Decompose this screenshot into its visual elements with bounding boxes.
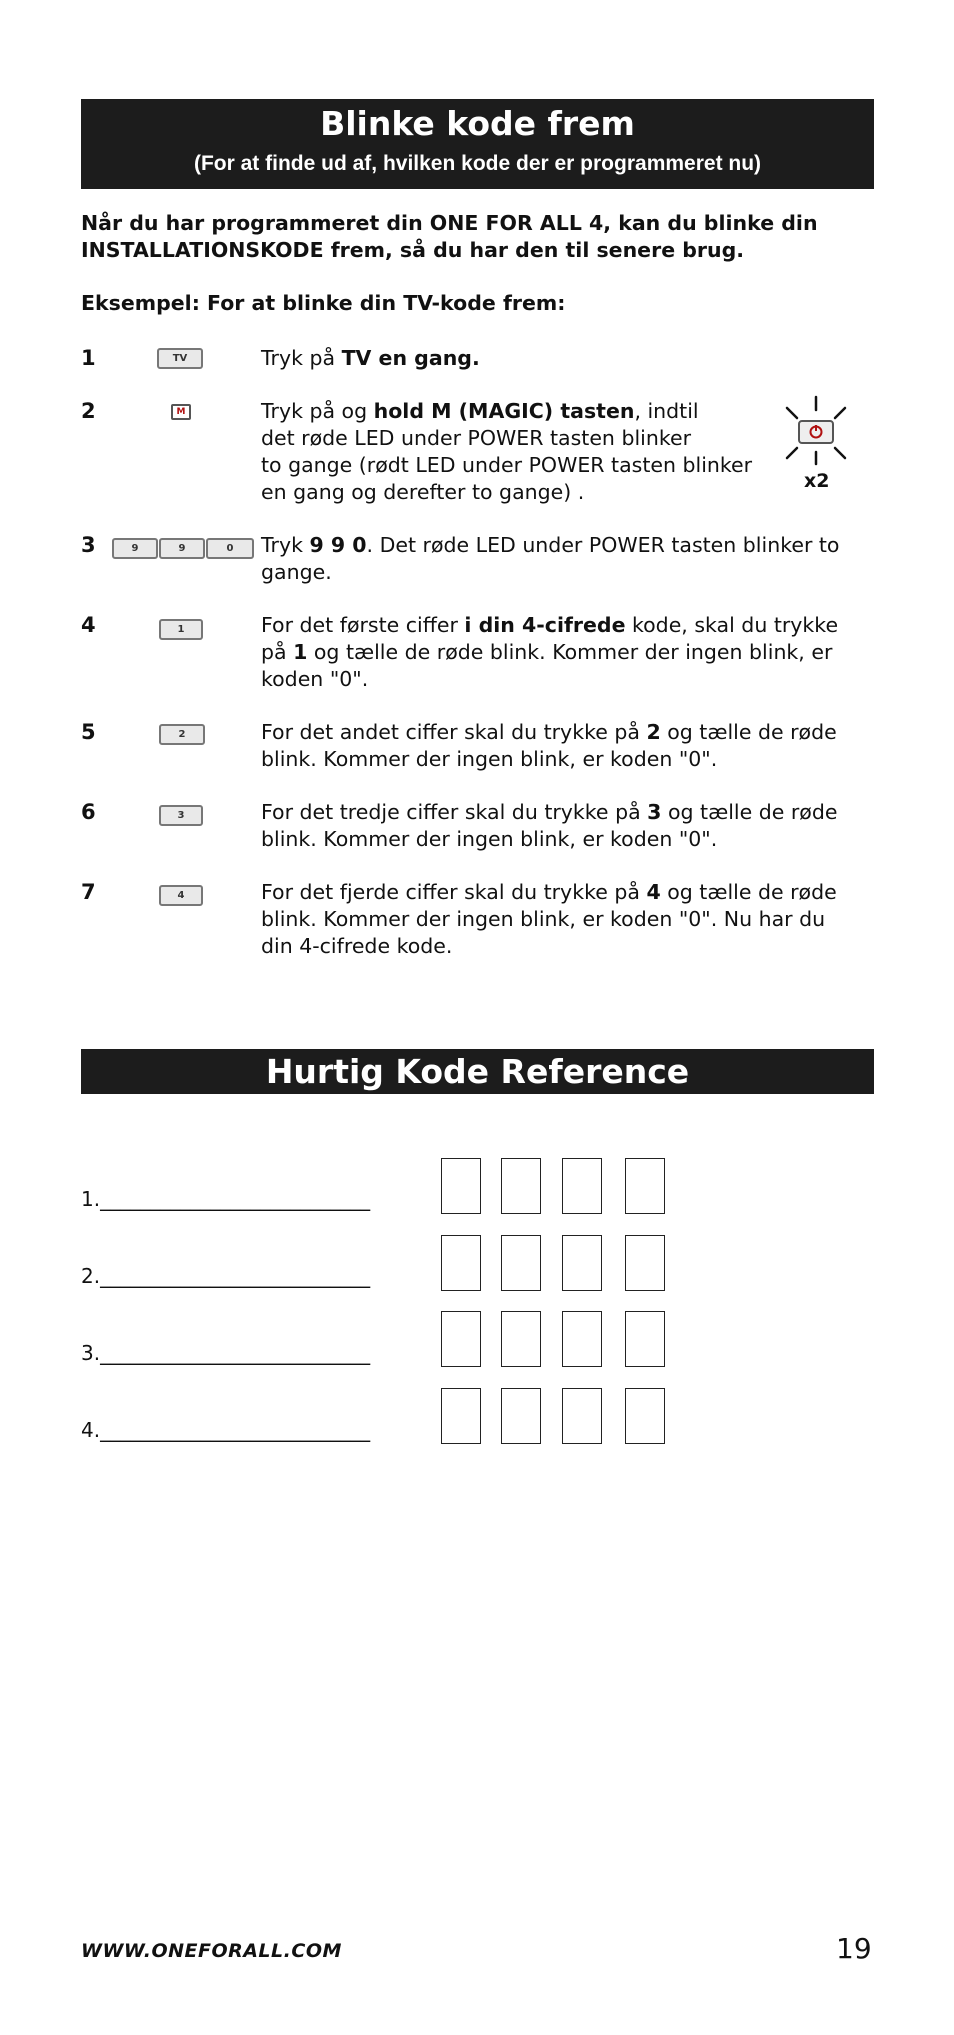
four-key-icon: 4 xyxy=(159,885,203,906)
code-digit-box[interactable] xyxy=(441,1158,481,1214)
magic-key-icon: M xyxy=(171,404,191,420)
step-5-text: For det andet ciffer skal du trykke på 2 og tælle de røde blink. Kommer der ingen blink, er koden "0". xyxy=(261,720,837,771)
step-2-text: Tryk på og hold M (MAGIC) tasten, indtil det røde LED under POWER tasten blinker to gange (rødt LED under POWER tasten blinker en gang og derefter to gange) . xyxy=(261,399,753,504)
blink-count: x2 xyxy=(804,470,830,492)
step-number: 3 xyxy=(81,533,96,557)
section-header-blink-code xyxy=(81,99,874,189)
three-key-icon: 3 xyxy=(159,805,203,826)
section-header-quick-reference xyxy=(81,1049,874,1094)
page-title: Blinke kode frem xyxy=(320,104,635,143)
website-url: WWW.ONEFORALL.COM xyxy=(81,1940,342,1962)
step-number: 2 xyxy=(81,399,96,423)
page-number: 19 xyxy=(836,1932,872,1965)
step-number: 7 xyxy=(81,880,96,904)
reference-line-3: 3.___________________________ xyxy=(81,1341,371,1365)
one-key-icon: 1 xyxy=(159,619,203,640)
code-digit-box[interactable] xyxy=(625,1311,665,1367)
step-1-text: Tryk på TV en gang. xyxy=(261,346,480,370)
tv-key-icon: TV xyxy=(157,348,203,369)
page-subtitle: (For at finde ud af, hvilken kode der er programmeret nu) xyxy=(193,152,762,175)
code-digit-box[interactable] xyxy=(562,1235,602,1291)
step-7-text: For det fjerde ciffer skal du trykke på 4 og tælle de røde blink. Kommer der ingen blink, er koden "0". Nu har du din 4-cifrede kode. xyxy=(261,880,837,958)
code-digit-box[interactable] xyxy=(562,1388,602,1444)
code-digit-box[interactable] xyxy=(441,1311,481,1367)
nine-key-icon: 9 xyxy=(112,538,158,559)
step-number: 1 xyxy=(81,346,96,370)
step-3-text: Tryk 9 9 0. Det røde LED under POWER tasten blinker to gange. xyxy=(261,533,840,584)
code-digit-box[interactable] xyxy=(501,1388,541,1444)
code-digit-box[interactable] xyxy=(625,1388,665,1444)
section-title: Hurtig Kode Reference xyxy=(265,1052,690,1091)
step-number: 5 xyxy=(81,720,96,744)
code-digit-box[interactable] xyxy=(562,1311,602,1367)
zero-key-icon: 0 xyxy=(206,538,254,559)
code-digit-box[interactable] xyxy=(625,1158,665,1214)
step-6-text: For det tredje ciffer skal du trykke på 3 og tælle de røde blink. Kommer der ingen blink, er koden "0". xyxy=(261,800,838,851)
code-digit-box[interactable] xyxy=(501,1158,541,1214)
step-number: 6 xyxy=(81,800,96,824)
code-digit-box[interactable] xyxy=(562,1158,602,1214)
reference-line-4: 4.___________________________ xyxy=(81,1418,371,1442)
code-digit-box[interactable] xyxy=(441,1235,481,1291)
step-number: 4 xyxy=(81,613,96,637)
reference-line-2: 2.___________________________ xyxy=(81,1264,371,1288)
step-4-text: For det første ciffer i din 4-cifrede kode, skal du trykke på 1 og tælle de røde blink. Kommer der ingen blink, er koden "0". xyxy=(261,613,839,691)
code-digit-box[interactable] xyxy=(625,1235,665,1291)
intro-paragraph: Når du har programmeret din ONE FOR ALL 4, kan du blinke din INSTALLATIONSKODE frem, så du har den til senere brug. xyxy=(81,211,818,262)
nine-key-icon: 9 xyxy=(159,538,205,559)
code-digit-box[interactable] xyxy=(501,1311,541,1367)
code-digit-box[interactable] xyxy=(501,1235,541,1291)
code-digit-box[interactable] xyxy=(441,1388,481,1444)
example-heading: Eksempel: For at blinke din TV-kode frem: xyxy=(81,291,566,315)
reference-line-1: 1.___________________________ xyxy=(81,1187,371,1211)
two-key-icon: 2 xyxy=(159,724,205,745)
